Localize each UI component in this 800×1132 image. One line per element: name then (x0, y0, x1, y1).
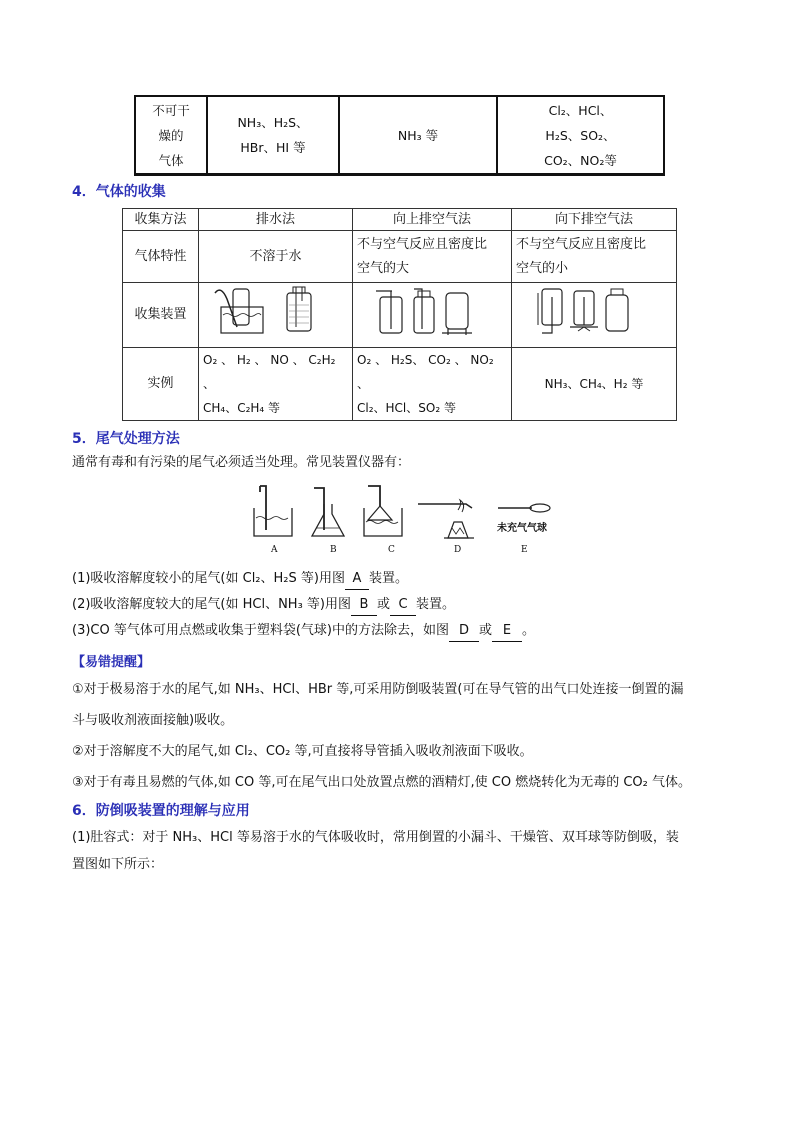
cell-line: 空气的大 (357, 260, 410, 276)
cell-col2: NH₃ 等 (339, 96, 497, 175)
cell-line: 空气的小 (516, 260, 569, 276)
upward-air-apparatus-cell (353, 283, 512, 348)
row-label-line: 不可干 (152, 102, 190, 118)
table-row (123, 283, 677, 348)
row-label: 收集装置 (123, 283, 199, 348)
section-6-line-1: (1)肚容式：对于 NH₃、HCl 等易溶于水的气体吸收时，常用倒置的小漏斗、干燥管、双耳球等防倒吸，装 (72, 830, 679, 845)
cell (353, 348, 512, 421)
q1-text: (1)吸收溶解度较小的尾气(如 Cl₂、H₂S 等)用图 (72, 571, 345, 586)
q3-text-end: 。 (522, 623, 536, 638)
balloon-caption: 未充气气球 (497, 523, 547, 534)
water-apparatus-cell (199, 283, 353, 348)
figure-label-a: A (271, 545, 278, 555)
q3-text: (3)CO 等气体可用点燃或收集于塑料袋(气球)中的方法除去，如图 (72, 623, 450, 638)
row-label: 气体特性 (123, 231, 199, 283)
q3-answer-1: D (449, 621, 479, 642)
drying-table (134, 95, 665, 176)
table-row (135, 96, 664, 175)
figure-label-d: D (454, 545, 462, 555)
row-label: 实例 (123, 348, 199, 421)
cell: NH₃、CH₄、H₂ 等 (512, 348, 677, 421)
figure-label-c: C (388, 545, 395, 555)
cell (353, 231, 512, 283)
cell-col1 (207, 96, 339, 175)
row-label-line: 燥的 (158, 127, 184, 143)
cell-line: Cl₂、HCl、SO₂ 等 (357, 401, 456, 415)
row-label-cell (135, 96, 207, 175)
question-3 (72, 621, 535, 642)
collection-table (122, 208, 677, 421)
cell-line: Cl₂、HCl、 (548, 102, 613, 118)
cell-col3 (497, 96, 664, 175)
cell-line: CH₄、C₂H₄ 等 (203, 401, 281, 415)
question-1 (72, 569, 408, 590)
table-row (123, 231, 677, 283)
apparatus-a-icon (254, 486, 292, 536)
tip-3: ③对于有毒且易燃的气体,如 CO 等,可在尾气出口处放置点燃的酒精灯,使 CO 燃烧转化为无毒的 CO₂ 气体。 (72, 775, 691, 790)
downward-air-displacement-apparatus-icon (524, 283, 664, 337)
q2-or: 或 (377, 597, 391, 612)
cell-line: O₂ 、 H₂ 、 NO 、 C₂H₂ 、 (203, 353, 336, 391)
q1-text-end: 装置。 (368, 571, 408, 586)
header-cell: 向下排空气法 (512, 209, 677, 231)
q2-answer-2: C (390, 595, 416, 616)
q3-answer-2: E (492, 621, 522, 642)
header-cell: 向上排空气法 (353, 209, 512, 231)
apparatus-e-icon (498, 504, 550, 512)
cell-line: 不与空气反应且密度比 (516, 236, 647, 252)
cell-line: H₂S、SO₂、 (545, 127, 616, 143)
cell (199, 348, 353, 421)
water-displacement-apparatus-icon (211, 283, 341, 337)
table-row (123, 348, 677, 421)
q2-text-end: 装置。 (416, 597, 456, 612)
header-cell: 排水法 (199, 209, 353, 231)
q3-or: 或 (479, 623, 493, 638)
tip-1-line-2: 斗与吸收剂液面接触)吸收。 (72, 713, 234, 728)
table-row (123, 209, 677, 231)
figure-label-b: B (330, 545, 337, 555)
cell: 不溶于水 (199, 231, 353, 283)
figure-label-e: E (521, 545, 528, 555)
apparatus-b-icon (312, 488, 344, 536)
apparatus-c-icon (364, 486, 402, 536)
question-2 (72, 595, 455, 616)
row-label-line: 气体 (158, 152, 184, 168)
section-5-intro: 通常有毒和有污染的尾气必须适当处理。常见装置仪器有： (72, 455, 411, 470)
tip-1-line-1: ①对于极易溶于水的尾气,如 NH₃、HCl、HBr 等,可采用防倒吸装置(可在导气管的出气口处连接一倒置的漏 (72, 682, 684, 697)
downward-air-apparatus-cell (512, 283, 677, 348)
cell-line: 不与空气反应且密度比 (357, 236, 488, 252)
q2-text: (2)吸收溶解度较大的尾气(如 HCl、NH₃ 等)用图 (72, 597, 351, 612)
cell-line: HBr、HI 等 (240, 140, 306, 155)
q2-answer-1: B (351, 595, 377, 616)
section-6-title: 6．防倒吸装置的理解与应用 (72, 803, 250, 819)
header-cell: 收集方法 (123, 209, 199, 231)
cell-line: NH₃、H₂S、 (237, 115, 309, 130)
apparatus-d-icon (418, 500, 474, 538)
tips-title: 【易错提醒】 (72, 655, 151, 670)
section-5-title: 5．尾气处理方法 (72, 431, 180, 447)
section-6-line-2: 置图如下所示： (72, 857, 164, 872)
tip-2: ②对于溶解度不大的尾气,如 Cl₂、CO₂ 等,可直接将导管插入吸收剂液面下吸收。 (72, 744, 533, 759)
cell (512, 231, 677, 283)
section-4-title: 4．气体的收集 (72, 184, 166, 200)
q1-answer: A (345, 569, 369, 590)
cell-line: CO₂、NO₂等 (544, 152, 617, 168)
cell-line: O₂ 、 H₂S、 CO₂ 、 NO₂ 、 (357, 353, 494, 391)
upward-air-displacement-apparatus-icon (362, 283, 502, 337)
